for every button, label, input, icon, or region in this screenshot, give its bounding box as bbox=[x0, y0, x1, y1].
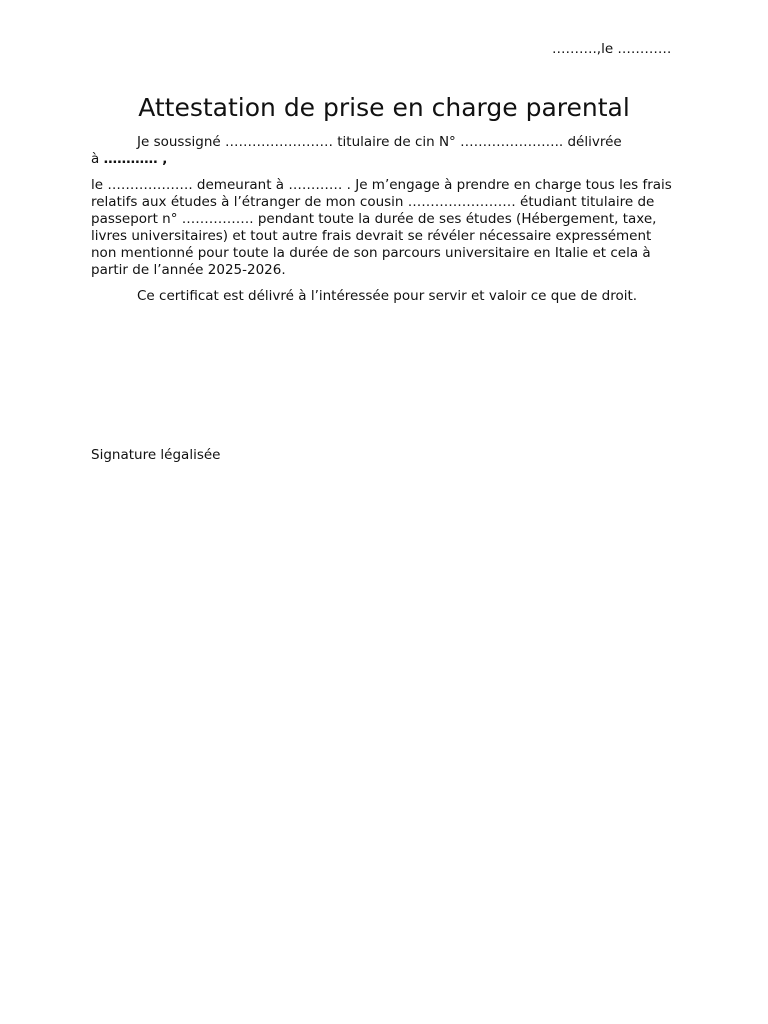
date-place-line: ……….,le ………… bbox=[552, 41, 672, 57]
paragraph-commitment: le ………………. demeurant à ………… . Je m’engage à prendre en charge tous les frais relatifs aux études à l’étranger de mon cousin …………………… étudiant titulaire de passeport n° ……………. pendant toute la durée de ses études (Hébergement, taxe, livres universitaires) et tout autre frais devrait se révéler nécessaire expressément non mentionné pour toute la durée de son parcours universitaire en Italie et cela à partir de l’année 2025-2026. bbox=[91, 177, 672, 278]
declarant-line-1: Je soussigné …………………… titulaire de cin N° ………………….. délivrée bbox=[137, 134, 622, 150]
paragraph-declarant bbox=[91, 134, 676, 168]
signature-label: Signature légalisée bbox=[91, 447, 221, 463]
issue-place-blank: ………… , bbox=[103, 151, 168, 167]
paragraph-closing bbox=[91, 288, 676, 305]
closing-text: Ce certificat est délivré à l’intéressée pour servir et valoir ce que de droit. bbox=[137, 288, 638, 304]
declarant-line-2-prefix: à bbox=[91, 151, 104, 167]
document-title: Attestation de prise en charge parental bbox=[138, 93, 630, 122]
